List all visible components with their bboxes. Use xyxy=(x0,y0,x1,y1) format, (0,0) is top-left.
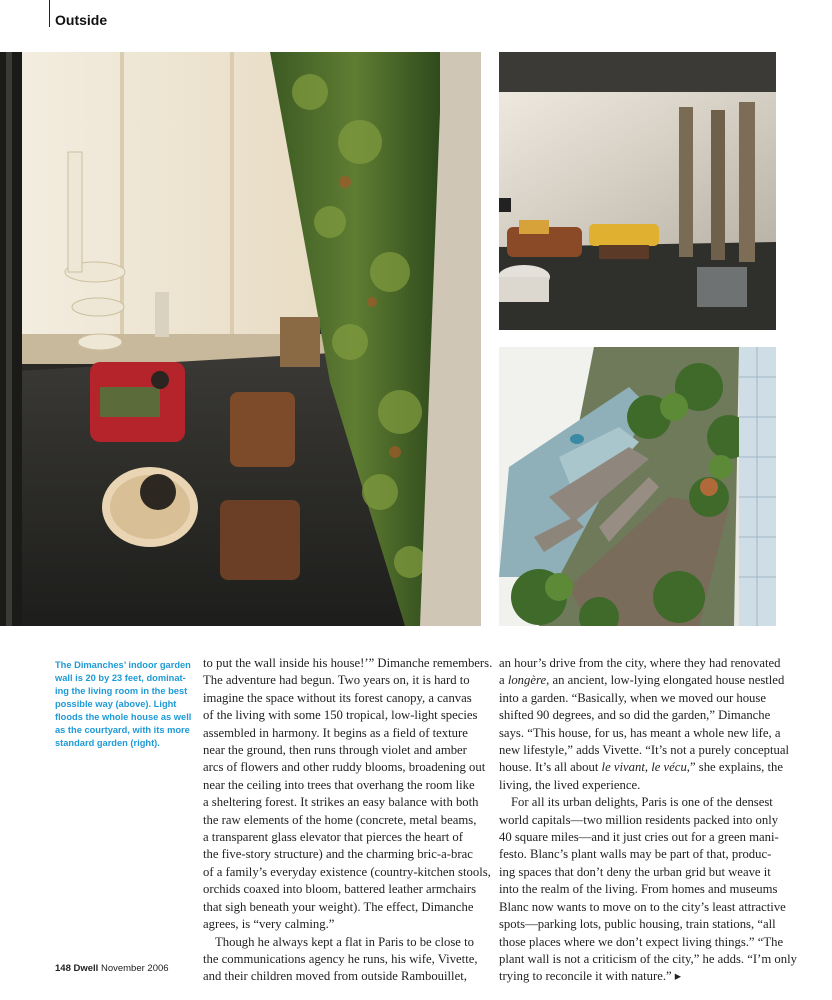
body-text-line: ing spaces that don’t deny the urban grid but weave it xyxy=(499,864,771,879)
page-footer xyxy=(55,963,169,974)
body-text-line: the raw elements of the home (concrete, metal beams, xyxy=(203,812,477,827)
caption-line: The Dimanches’ indoor garden xyxy=(55,660,191,670)
photo-caption xyxy=(55,659,192,750)
body-text-line: shifted 90 degrees, and so did the garden,” Dimanche xyxy=(499,708,771,723)
caption-line: possible way (above). Light xyxy=(55,699,177,709)
body-text-line: of a family’s everyday existence (country-kitchen stools, xyxy=(203,864,491,879)
magazine-name: Dwell xyxy=(73,963,99,974)
body-text-line: a longère, an ancient, low-lying elongated house nestled xyxy=(499,673,785,688)
body-text-line: living, the lived experience. xyxy=(499,777,641,792)
body-text-line: and their children moved from outside Rambouillet, xyxy=(203,969,467,984)
living-room-columns-photo xyxy=(499,52,776,330)
body-text-line: says. “This house, for us, has meant a whole new life, a xyxy=(499,725,781,740)
section-title: Outside xyxy=(55,12,108,28)
caption-line: as the courtyard, with its more xyxy=(55,725,190,735)
body-text-line: arcs of flowers and other ruddy blooms, broadening out xyxy=(203,760,486,775)
body-text-line: assembled in harmony. It begins as a field of texture xyxy=(203,725,468,740)
courtyard-garden-photo xyxy=(499,347,776,626)
body-text-line: an hour’s drive from the city, where they had renovated xyxy=(499,656,781,670)
body-text-line: that sigh beneath your weight). The effect, Dimanche xyxy=(203,899,474,914)
caption-line: floods the whole house as well xyxy=(55,712,192,722)
body-text-line: For all its urban delights, Paris is one of the densest xyxy=(511,795,773,810)
body-text-line: Blanc now wants to move on to the city’s least attractive xyxy=(499,899,786,914)
body-text-line: a transparent glass elevator that pierces the heart of xyxy=(203,830,463,845)
body-text-line: world capitals—two million residents packed into only xyxy=(499,812,779,827)
body-text-line: near the ceiling into trees that overhang the room like xyxy=(203,777,475,792)
body-text-line: orchids coaxed into bloom, battered leather armchairs xyxy=(203,882,477,897)
body-column-2 xyxy=(499,655,797,986)
body-text-line: into the realm of the living. From homes and museums xyxy=(499,882,778,897)
body-text-line: imagine the space without its forest canopy, a canvas xyxy=(203,690,472,705)
section-rule xyxy=(49,0,50,27)
living-room-plant-wall-photo xyxy=(0,52,481,626)
body-text-line: plant wall is not a criticism of the city,” he adds. “I’m only xyxy=(499,951,797,966)
body-text-line: Though he always kept a flat in Paris to be close to xyxy=(215,934,474,949)
body-text-line: of the living with some 150 tropical, low-light species xyxy=(203,708,478,723)
body-text-line: The adventure had begun. Two years on, it is hard to xyxy=(203,673,470,688)
body-column-1 xyxy=(203,655,493,986)
body-text-line: a sheltering forest. It strikes an easy balance with both xyxy=(203,795,479,810)
body-text-line: those places where we don’t expect living things.” “The xyxy=(499,934,784,949)
body-text-line: the five-story structure) and the charming bric-a-brac xyxy=(203,847,473,862)
body-text-line: spots—parking lots, public housing, train stations, “all xyxy=(499,917,776,932)
caption-line: standard garden (right). xyxy=(55,738,160,748)
body-text-line: house. It’s all about le vivant, le vécu,” she explains, the xyxy=(499,760,783,775)
body-text-line: into a garden. “Basically, when we moved our house xyxy=(499,690,766,705)
body-text-line: the communications agency he runs, his wife, Vivette, xyxy=(203,951,478,966)
body-text-line: agrees, is “very calming.” xyxy=(203,917,335,932)
body-text-line: new lifestyle,” adds Vivette. “It’s not a purely conceptual xyxy=(499,743,790,758)
body-text-line: trying to reconcile it with nature.” ▸ xyxy=(499,969,682,984)
issue-date: November 2006 xyxy=(100,963,169,974)
body-text-line: near the ground, then runs through violet and amber xyxy=(203,743,467,758)
caption-line: ing the living room in the best xyxy=(55,686,188,696)
page-number: 148 xyxy=(55,963,71,974)
body-text-line: to put the wall inside his house!’” Dimanche remembers. xyxy=(203,656,493,670)
body-text-line: 40 square miles—and it just cries out for a green mani- xyxy=(499,830,779,845)
caption-line: wall is 20 by 23 feet, dominat- xyxy=(55,673,186,683)
body-text-line: festo. Blanc’s plant walls may be part of that, produc- xyxy=(499,847,772,862)
